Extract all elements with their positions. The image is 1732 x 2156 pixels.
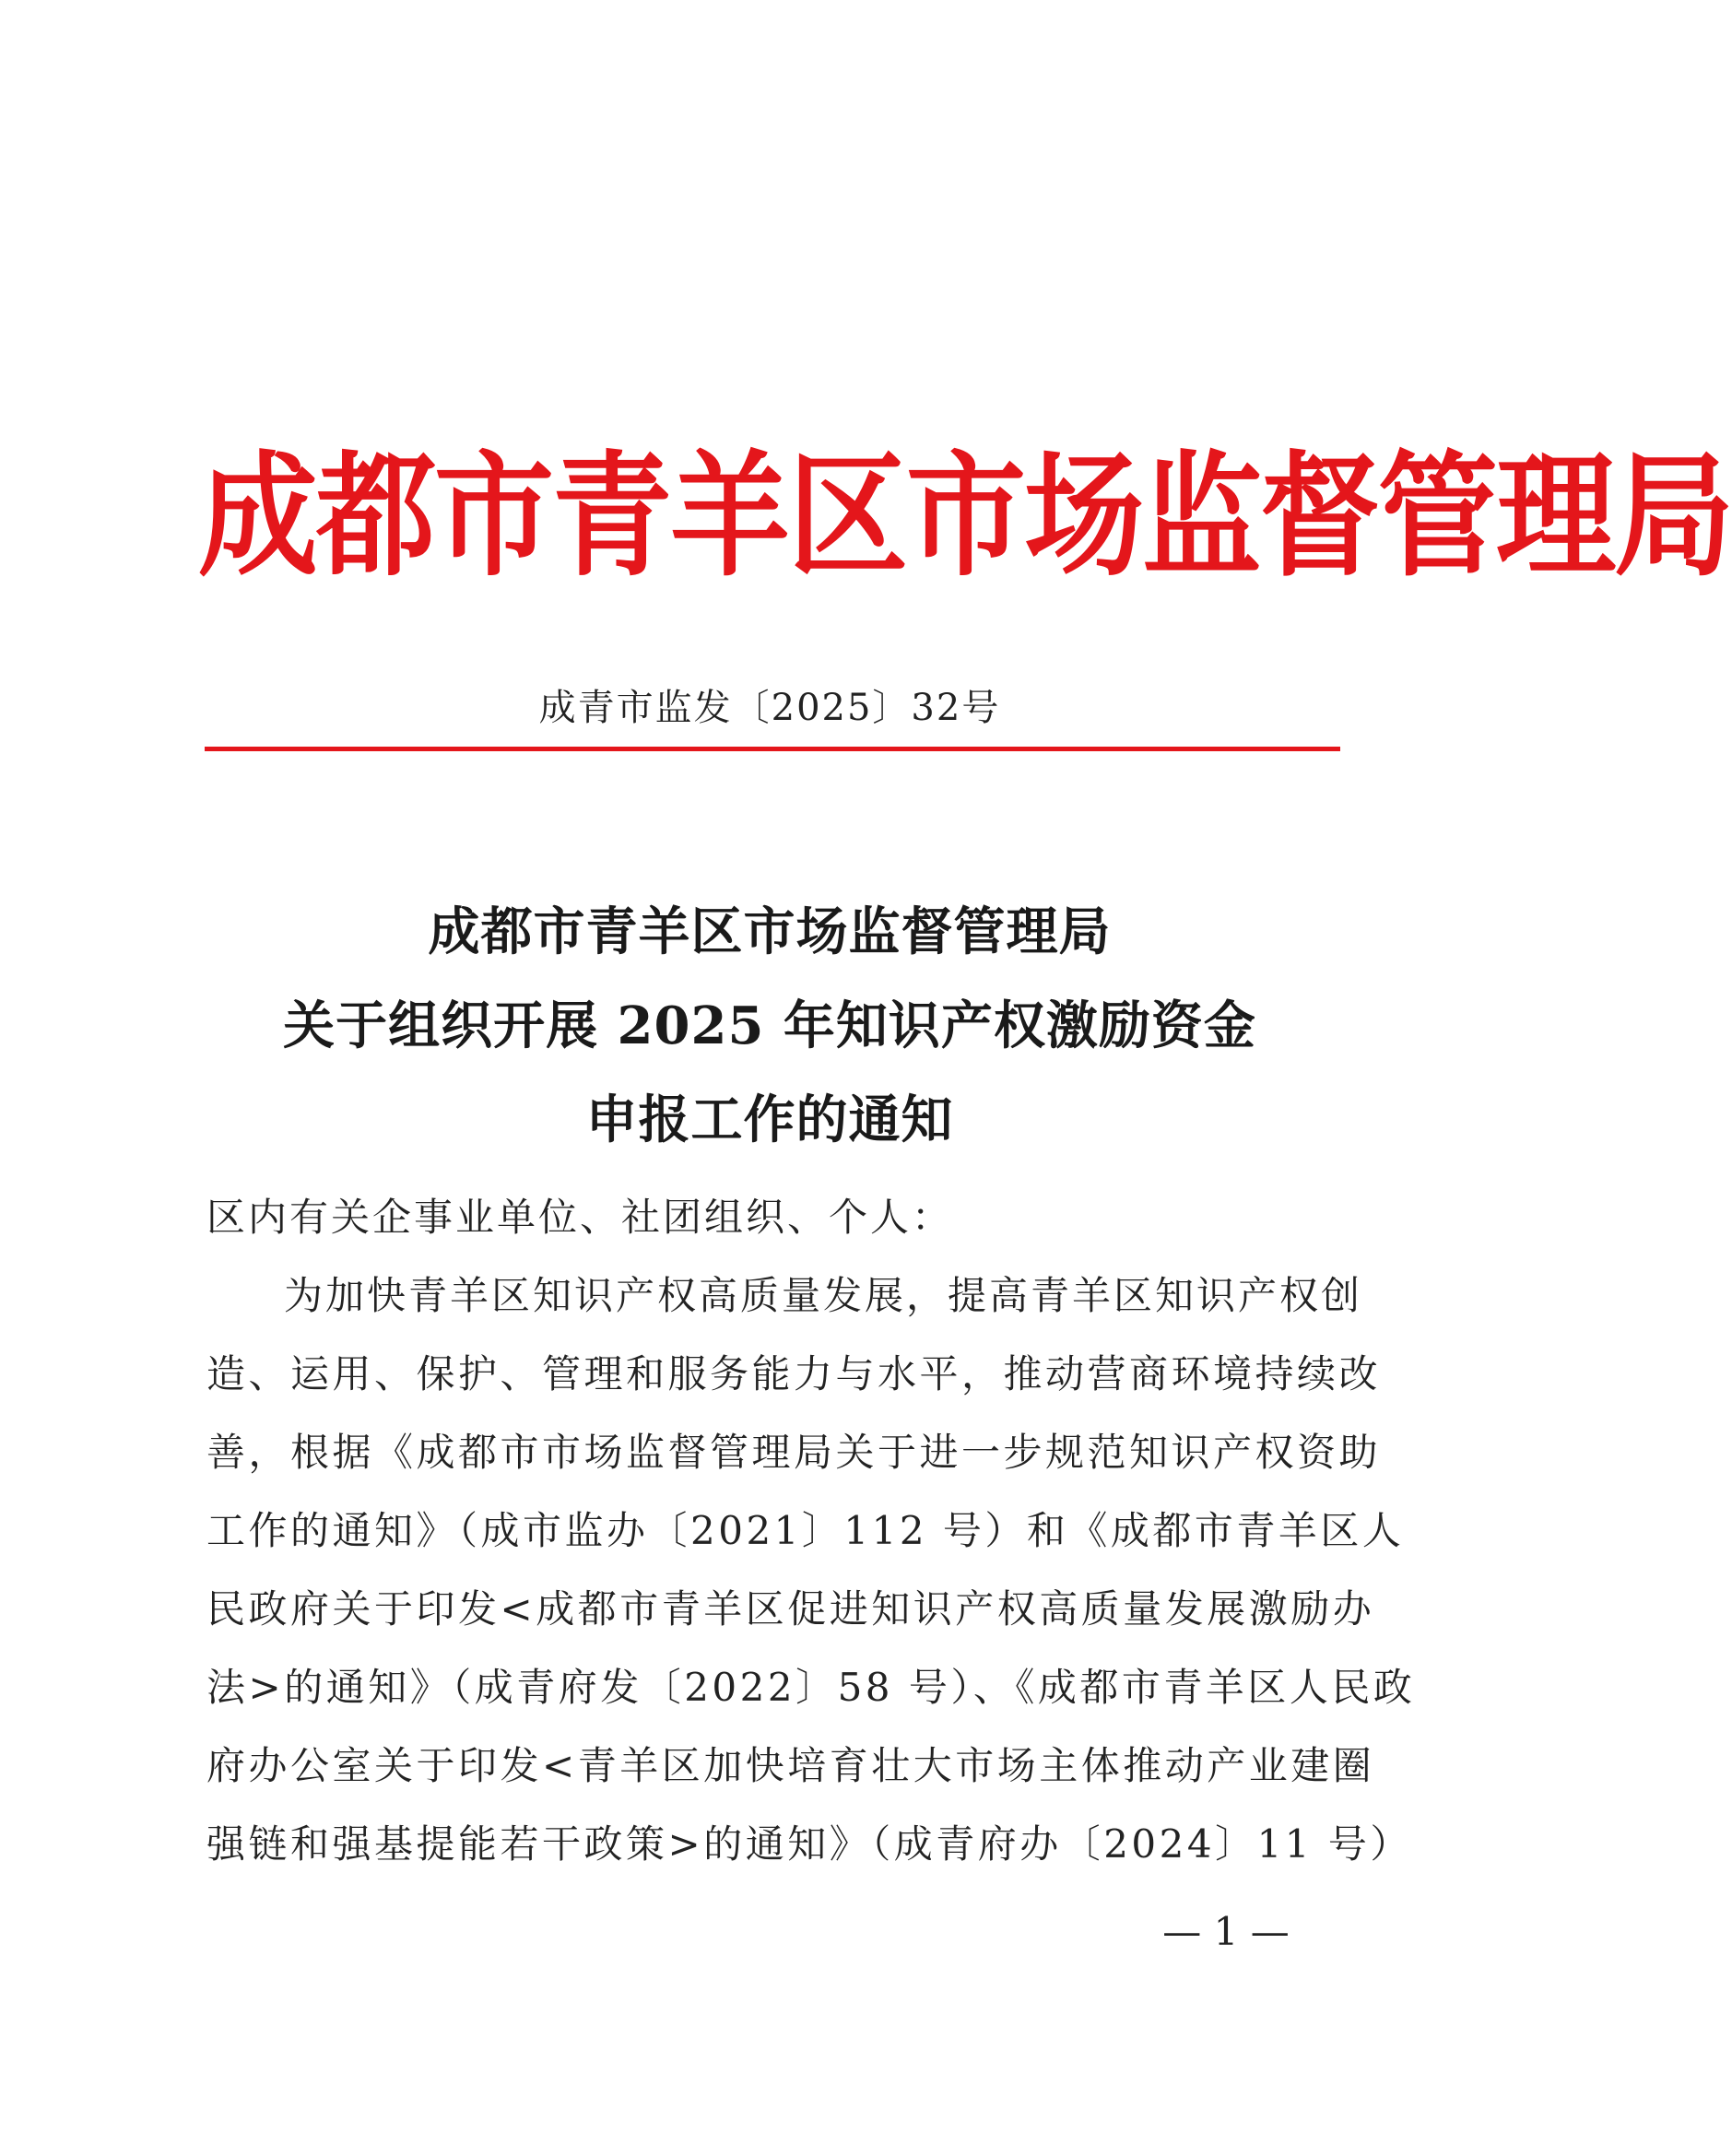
document-title — [198, 885, 1341, 1167]
paragraph-line: 造、运用、保护、管理和服务能力与水平，推动营商环境持续改 — [206, 1351, 1382, 1396]
red-separator-rule — [205, 747, 1340, 751]
title-line: 成都市青羊区市场监督管理局 — [428, 901, 1112, 962]
paragraph-line: 为加快青羊区知识产权高质量发展，提高青羊区知识产权创 — [284, 1273, 1363, 1318]
document-number: 成青市监发〔2025〕32号 — [538, 687, 1001, 729]
salutation: 区内有关企事业单位、社团组织、个人： — [206, 1195, 954, 1240]
paragraph-line: 法>的通知》（成青府发〔2022〕58 号）、《成都市青羊区人民政 — [206, 1665, 1416, 1710]
paragraph-line: 工作的通知》（成市监办〔2021〕112 号）和《成都市青羊区人 — [206, 1508, 1405, 1553]
title-line: 关于组织开展 2025 年知识产权激励资金 — [283, 996, 1256, 1056]
paragraph-line: 善，根据《成都市市场监督管理局关于进一步规范知识产权资助 — [206, 1430, 1382, 1475]
paragraph-line: 民政府关于印发<成都市青羊区促进知识产权高质量发展激励办 — [206, 1586, 1375, 1632]
paragraph-line: 府办公室关于印发<青羊区加快培育壮大市场主体推动产业建圈 — [206, 1743, 1375, 1788]
issuing-organization-header: 成都市青羊区市场监督管理局 — [198, 437, 1732, 595]
page-number: — 1 — — [1162, 1909, 1290, 1954]
document-body — [206, 1178, 1416, 1883]
title-line: 申报工作的通知 — [585, 1090, 954, 1150]
paragraph-line: 强链和强基提能若干政策>的通知》（成青府办〔2024〕11 号） — [206, 1821, 1412, 1867]
